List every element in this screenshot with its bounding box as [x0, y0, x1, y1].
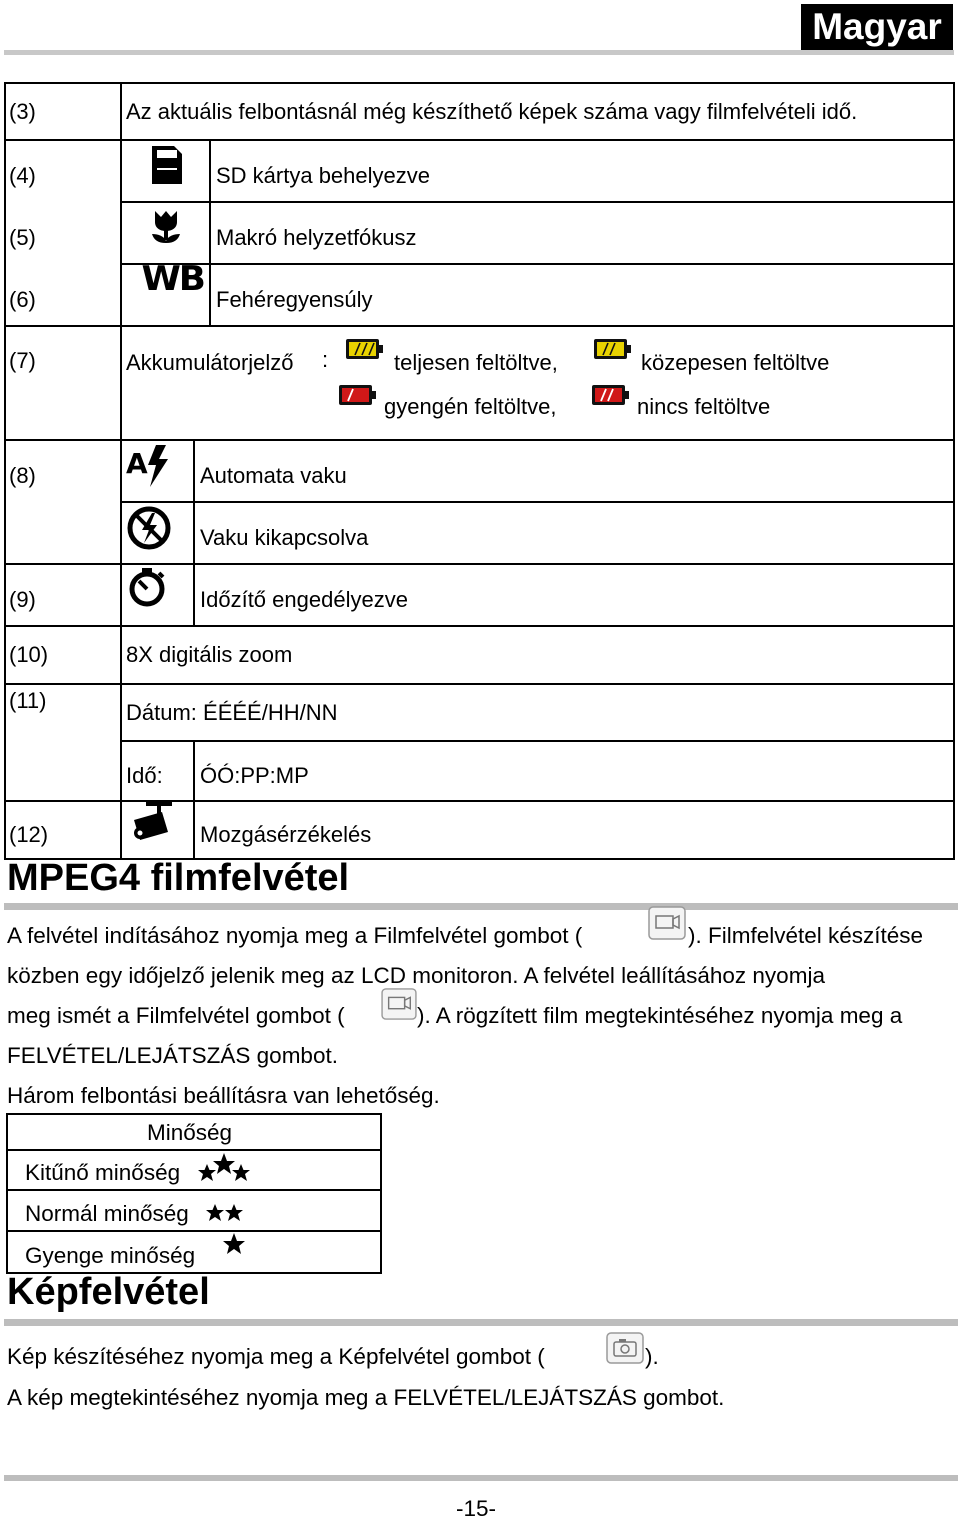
- paragraph-line: Három felbontási beállításra van lehetőség.: [7, 1083, 440, 1108]
- icon-divider-c: [193, 741, 195, 801]
- paragraph-line: FELVÉTEL/LEJÁTSZÁS gombot.: [7, 1043, 338, 1068]
- paragraph-line: ). A rögzített film megtekintéséhez nyomja meg a: [417, 1003, 903, 1028]
- battery-half-icon: [593, 338, 633, 360]
- row-number: (3): [9, 99, 36, 124]
- row-number: (9): [9, 587, 36, 612]
- wb-icon: WB: [141, 259, 204, 299]
- self-timer-icon: [126, 566, 168, 608]
- quality-row-label: Gyenge minőség: [25, 1243, 196, 1268]
- battery-colon: :: [322, 347, 329, 372]
- battery-full-text: teljesen feltöltve,: [394, 350, 558, 375]
- row-number: (4): [9, 163, 36, 188]
- row-number: (12): [9, 822, 49, 847]
- table-border-left: [4, 82, 6, 860]
- battery-empty-icon: [591, 384, 631, 406]
- icon-divider-a: [209, 140, 211, 326]
- row-description: Vaku kikapcsolva: [200, 525, 369, 550]
- quality-header: Minőség: [147, 1120, 233, 1145]
- row-number: (6): [9, 287, 36, 312]
- paragraph-line: meg ismét a Filmfelvétel gombot (: [7, 1003, 345, 1028]
- time-label: Idő:: [126, 763, 163, 788]
- battery-half-text: közepesen feltöltve: [641, 350, 830, 375]
- row-number: (11): [9, 688, 47, 713]
- table-divider: [120, 82, 122, 860]
- paragraph-line: [7, 924, 582, 948]
- row-line: [4, 563, 955, 565]
- row-line: [120, 201, 955, 203]
- language-label: Magyar: [801, 4, 953, 50]
- section-rule: [4, 903, 958, 910]
- row-line: [120, 263, 955, 265]
- svg-text:A: A: [126, 447, 148, 480]
- movie-button-icon: [381, 988, 417, 1020]
- row-number: (8): [9, 463, 36, 488]
- sd-card-icon: [150, 144, 184, 186]
- battery-label: Akkumulátorjelző: [126, 350, 294, 375]
- row-description: Fehéregyensúly: [216, 287, 373, 312]
- table-line: [6, 1230, 382, 1232]
- footer-rule: [4, 1475, 958, 1481]
- battery-empty-text: nincs feltöltve: [637, 394, 771, 419]
- paragraph-line: közben egy időjelző jelenik meg az LCD monitoron. A felvétel leállításához nyomja: [7, 963, 825, 988]
- battery-low-text: gyengén feltöltve,: [384, 394, 557, 419]
- row-line: [4, 325, 955, 327]
- paragraph-line: Kép készítéséhez nyomja meg a Képfelvétel gombot (: [7, 1344, 545, 1369]
- flash-off-icon: [126, 505, 172, 551]
- section-heading-mpeg4: MPEG4 filmfelvétel: [7, 857, 350, 899]
- battery-full-icon: [345, 338, 385, 360]
- paragraph-line: A kép megtekintéséhez nyomja meg a FELVÉTEL/LEJÁTSZÁS gombot.: [7, 1385, 725, 1410]
- motion-camera-icon: [128, 800, 174, 846]
- row-number: (5): [9, 225, 36, 250]
- icon-divider-b: [193, 440, 195, 626]
- text-fragment: A felvétel indításához nyomja meg a Filmfelvétel gombot (: [7, 923, 583, 948]
- auto-flash-icon: [126, 443, 170, 489]
- row-description: Automata vaku: [200, 463, 347, 488]
- table-line: [6, 1189, 382, 1191]
- icon-divider-d: [193, 801, 195, 860]
- row-description: Mozgásérzékelés: [200, 822, 372, 847]
- row-line: [120, 501, 955, 503]
- row-line: [4, 625, 955, 627]
- table-line: [6, 1113, 382, 1115]
- battery-low-icon: [338, 384, 378, 406]
- camera-button-icon: [606, 1332, 644, 1364]
- header-rule: [4, 50, 954, 55]
- row-line: [4, 82, 955, 84]
- table-line: [6, 1149, 382, 1151]
- page-number: -15-: [456, 1496, 497, 1521]
- two-stars-icon: [206, 1203, 244, 1223]
- table-line: [380, 1113, 382, 1274]
- section-heading-photo: Képfelvétel: [7, 1271, 210, 1313]
- date-format: Dátum: ÉÉÉÉ/HH/NN: [126, 700, 338, 725]
- one-star-icon: [222, 1232, 246, 1256]
- three-stars-icon: [197, 1152, 251, 1184]
- row-number: (10): [9, 642, 49, 667]
- section-rule: [4, 1319, 958, 1326]
- row-line: [4, 683, 955, 685]
- row-description: SD kártya behelyezve: [216, 163, 430, 188]
- row-description: Az aktuális felbontásnál még készíthető képek száma vagy filmfelvételi idő.: [126, 99, 858, 124]
- row-description: Makró helyzetfókusz: [216, 225, 417, 250]
- paragraph-line: ).: [645, 1344, 659, 1369]
- movie-button-icon: [648, 906, 686, 940]
- quality-row-label: Kitűnő minőség: [25, 1160, 181, 1185]
- macro-flower-icon: [148, 208, 184, 246]
- quality-row-label: Normál minőség: [25, 1201, 189, 1226]
- row-line: [4, 439, 955, 441]
- time-format: ÓÓ:PP:MP: [200, 763, 309, 788]
- paragraph-line: ). Filmfelvétel készítése: [688, 923, 924, 948]
- row-description: 8X digitális zoom: [126, 642, 293, 667]
- row-line: [120, 740, 955, 742]
- row-number: (7): [9, 348, 36, 373]
- row-description: Időzítő engedélyezve: [200, 587, 408, 612]
- row-line: [4, 139, 955, 141]
- table-line: [6, 1113, 8, 1274]
- table-border-right: [953, 82, 955, 860]
